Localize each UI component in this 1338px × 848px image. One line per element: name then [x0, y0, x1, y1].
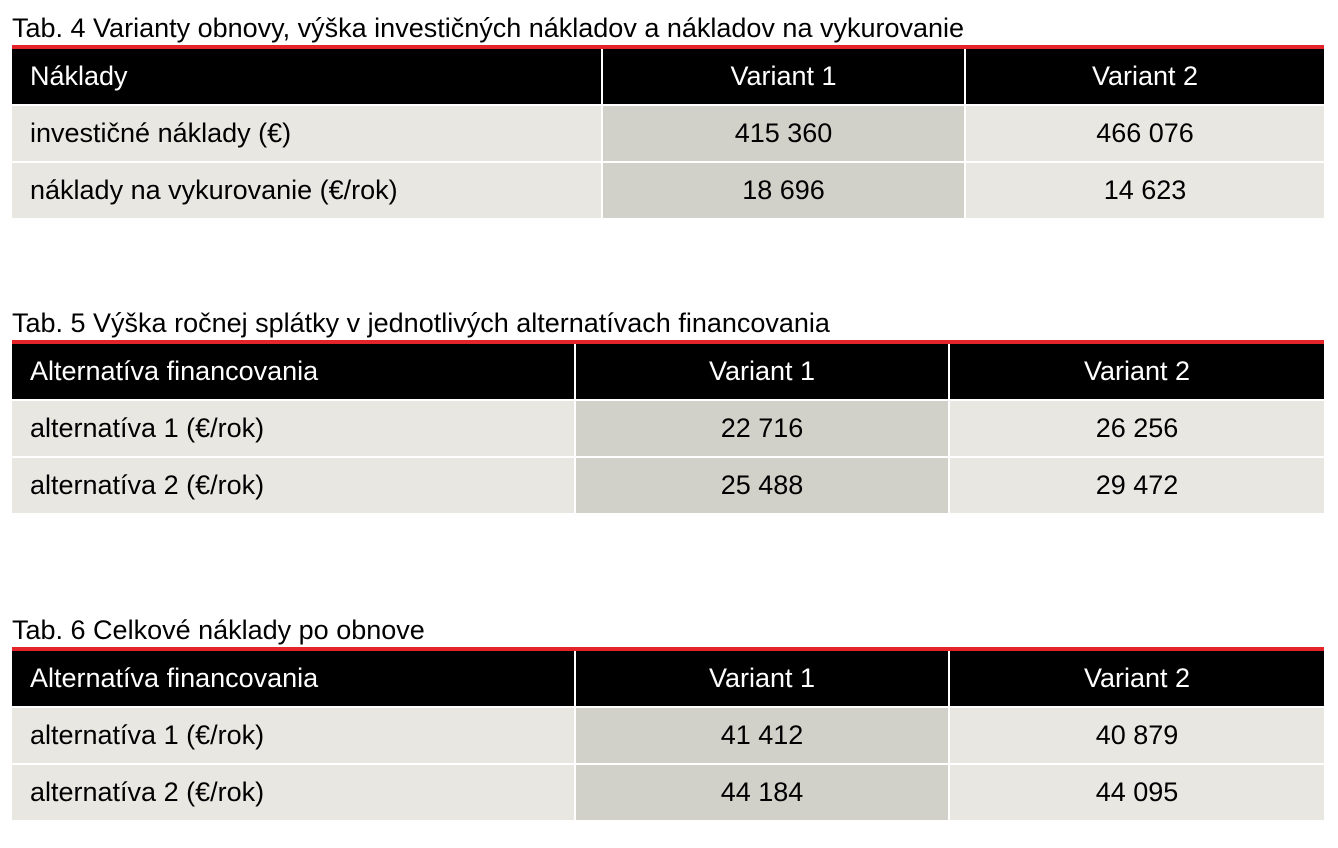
row-label: alternatíva 1 (€/rok): [12, 707, 575, 764]
table-4-caption: Tab. 4 Varianty obnovy, výška investičných nákladov a nákladov na vykurovanie: [12, 13, 965, 43]
table-cell: 40 879: [949, 707, 1324, 764]
table-row: [12, 457, 1324, 514]
table-5-block: [12, 306, 1324, 515]
table-4-block: [12, 11, 1324, 220]
column-header: Náklady: [12, 49, 602, 105]
column-header: Variant 2: [949, 651, 1324, 707]
table-cell: 44 184: [575, 764, 949, 821]
table-header-row: [12, 49, 1324, 105]
table-header-row: [12, 651, 1324, 707]
table-cell: 18 696: [602, 162, 965, 219]
table-row: [12, 105, 1324, 162]
column-header: Variant 1: [575, 651, 949, 707]
table-5-caption: Tab. 5 Výška ročnej splátky v jednotlivých alternatívach financovania: [12, 308, 830, 338]
table-header-row: [12, 344, 1324, 400]
table-row: [12, 162, 1324, 219]
column-header: Alternatíva financovania: [12, 344, 575, 400]
table-4: [12, 49, 1324, 220]
table-cell: 22 716: [575, 400, 949, 457]
table-cell: 415 360: [602, 105, 965, 162]
table-cell: 44 095: [949, 764, 1324, 821]
row-label: alternatíva 1 (€/rok): [12, 400, 575, 457]
table-cell: 41 412: [575, 707, 949, 764]
column-header: Variant 1: [575, 344, 949, 400]
column-header: Variant 2: [949, 344, 1324, 400]
table-cell: 25 488: [575, 457, 949, 514]
table-cell: 26 256: [949, 400, 1324, 457]
row-label: alternatíva 2 (€/rok): [12, 764, 575, 821]
row-label: alternatíva 2 (€/rok): [12, 457, 575, 514]
table-6-caption: Tab. 6 Celkové náklady po obnove: [12, 615, 425, 645]
table-row: [12, 400, 1324, 457]
table-cell: 466 076: [965, 105, 1324, 162]
table-5: [12, 344, 1324, 515]
column-header: Alternatíva financovania: [12, 651, 575, 707]
row-label: náklady na vykurovanie (€/rok): [12, 162, 602, 219]
table-cell: 14 623: [965, 162, 1324, 219]
column-header: Variant 1: [602, 49, 965, 105]
table-cell: 29 472: [949, 457, 1324, 514]
table-6: [12, 651, 1324, 822]
table-row: [12, 764, 1324, 821]
row-label: investičné náklady (€): [12, 105, 602, 162]
table-6-block: [12, 613, 1324, 822]
column-header: Variant 2: [965, 49, 1324, 105]
table-row: [12, 707, 1324, 764]
